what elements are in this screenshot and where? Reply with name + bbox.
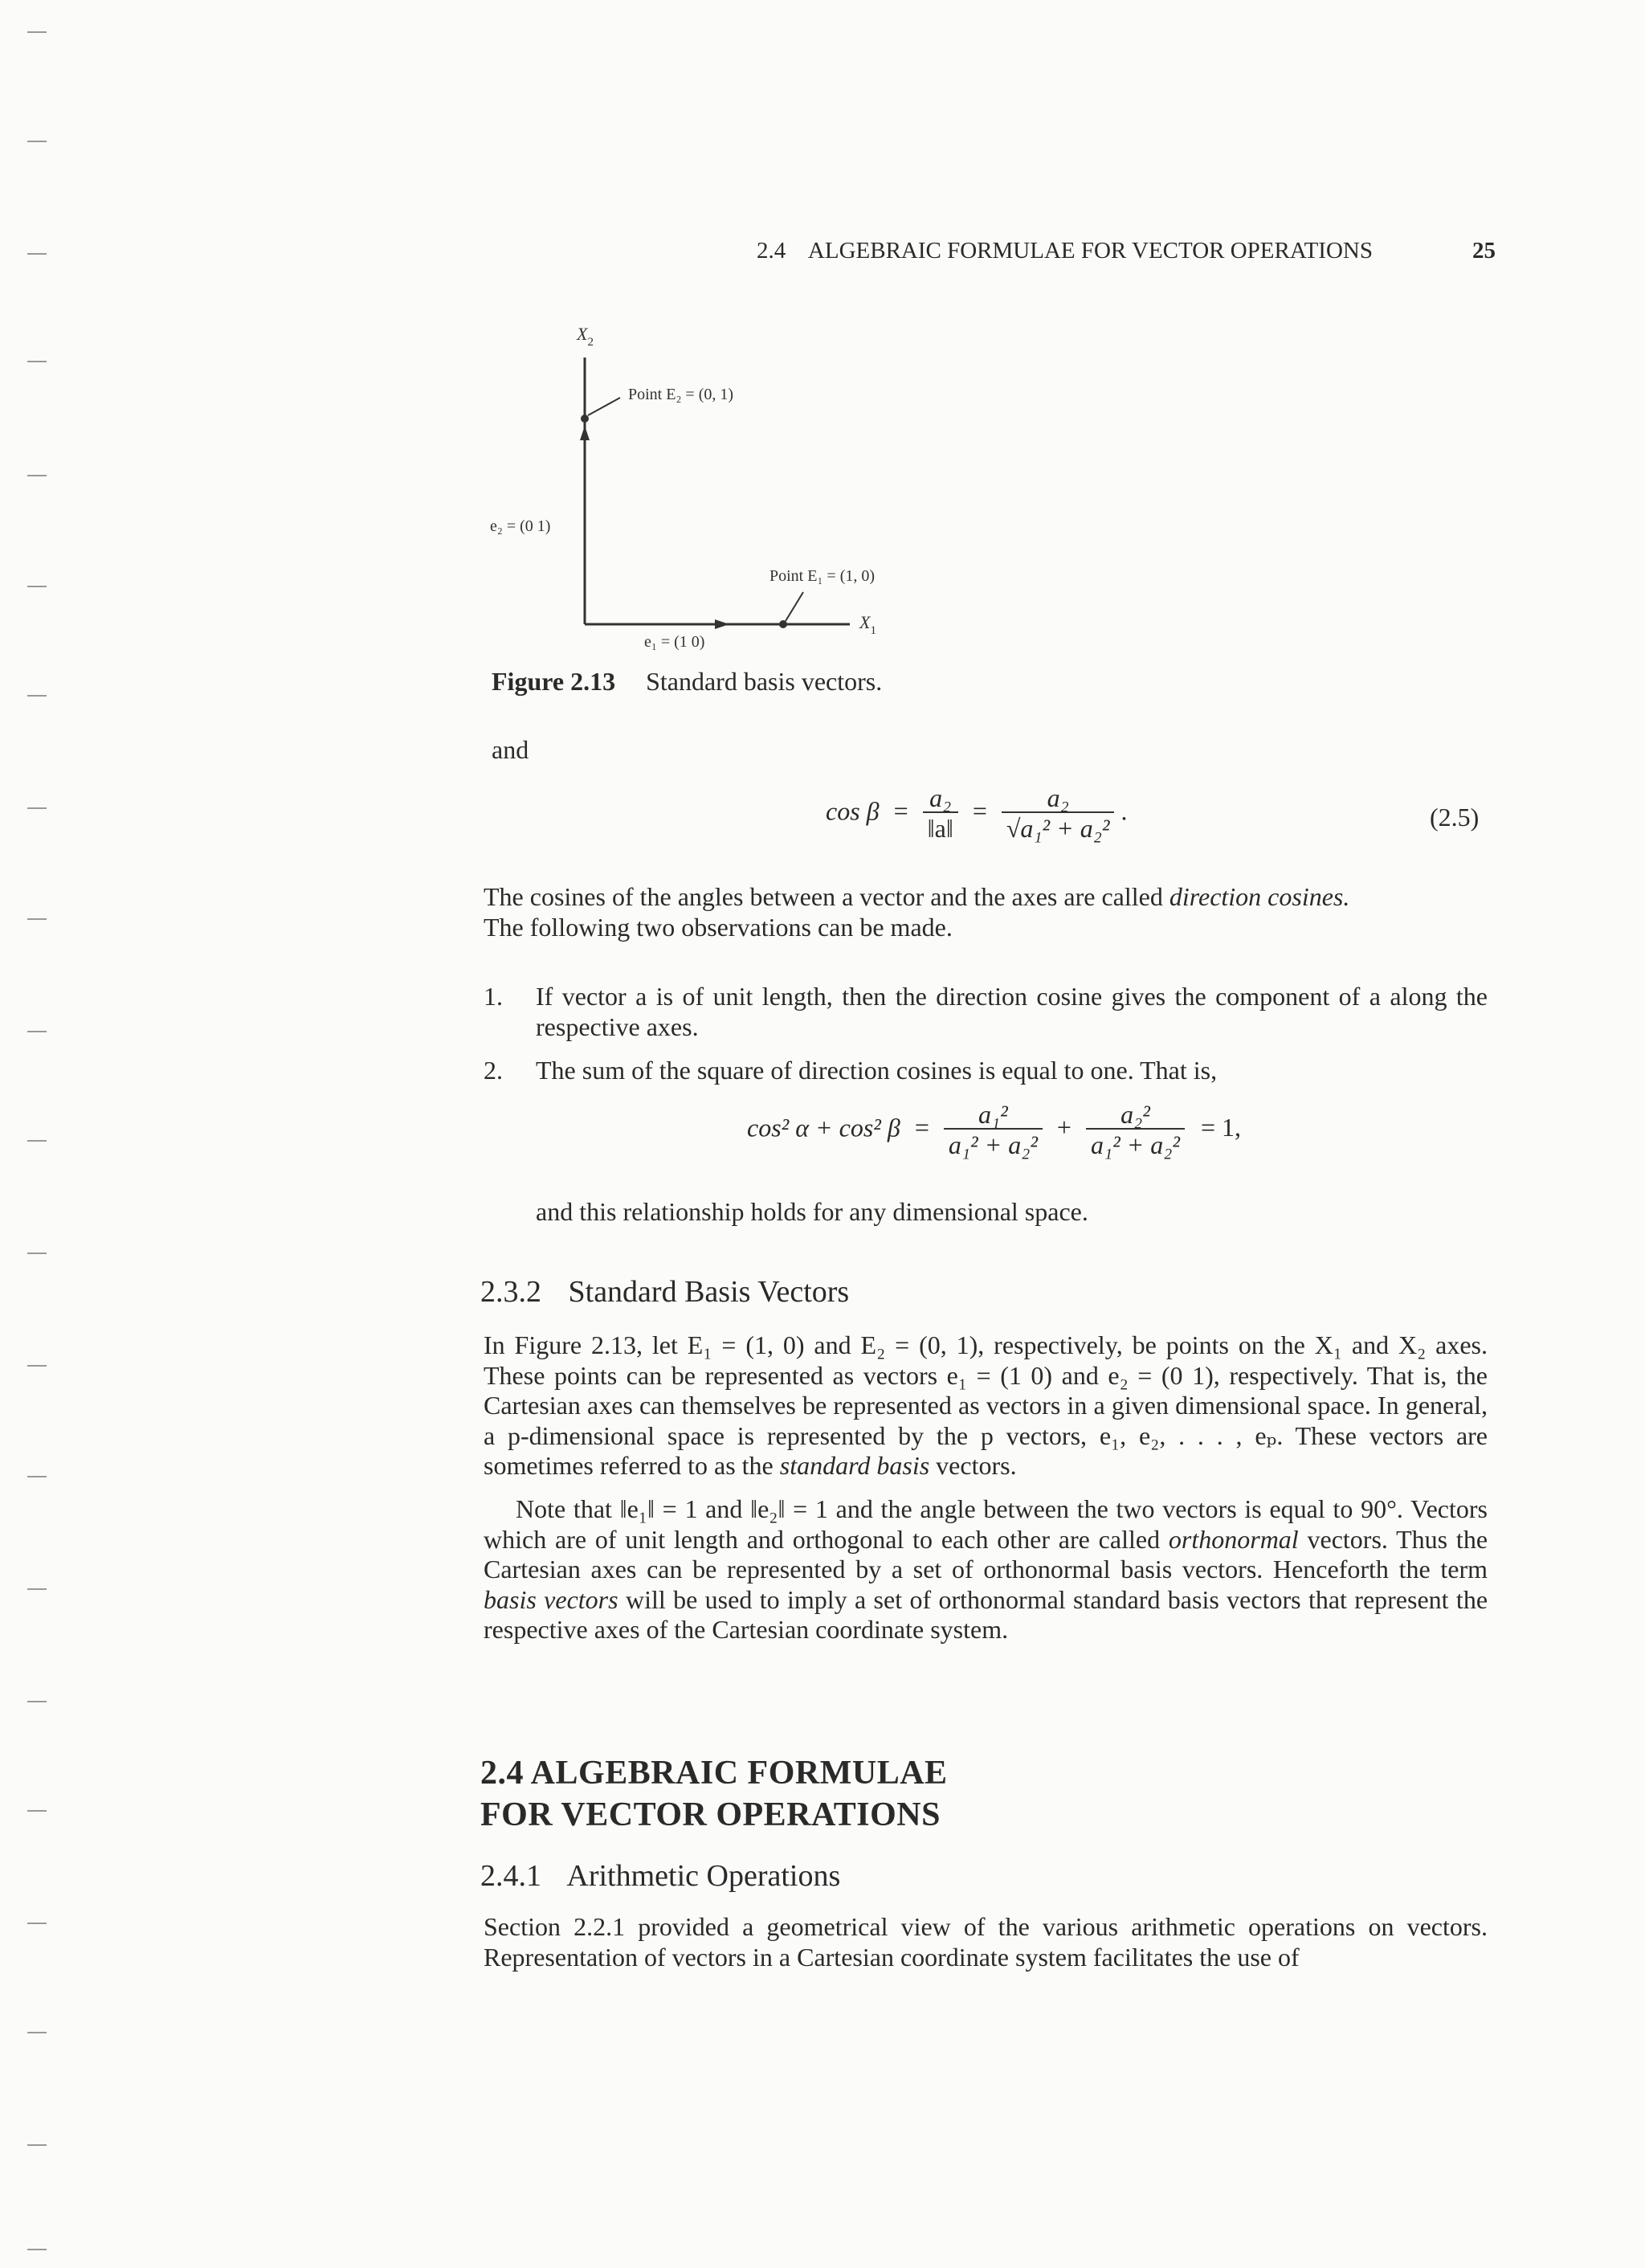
section-2-3-2-paragraph-2	[484, 1494, 1488, 1645]
list-item-2-text: The sum of the square of direction cosines is equal to one. That is,	[536, 1056, 1218, 1085]
section-2-4-heading-line-1: 2.4 ALGEBRAIC FORMULAE	[480, 1755, 948, 1792]
eq25-frac1-denominator: ‖a‖	[923, 811, 958, 844]
section-2-4-heading	[480, 1752, 948, 1836]
sec232-p2-term-basis-vectors: basis vectors	[484, 1584, 618, 1614]
page-number: 25	[1472, 238, 1496, 264]
section-2-4-1-number: 2.4.1	[480, 1859, 541, 1893]
eq25-period: .	[1120, 796, 1128, 826]
section-2-4-1-title: Arithmetic Operations	[566, 1859, 841, 1893]
point-e1-label: Point E₁ = (1, 0)	[769, 567, 876, 585]
eq25-frac2-denominator: √a₁² + a₂²	[1002, 811, 1115, 844]
eq25-frac2-numerator: a₂	[1047, 783, 1069, 812]
list-item-2	[484, 1056, 1488, 1086]
point-e2-marker	[581, 415, 589, 423]
sec232-p2-a: Note that ‖e₁‖ = 1 and ‖e₂‖ = 1 and the angle between the two vectors is equal to 90°. Vectors which are of unit length and orthogonal to each other are called	[484, 1494, 1488, 1554]
leader-e2	[588, 398, 620, 415]
eq25-fraction-2	[1002, 784, 1115, 844]
sec232-p1-text: In Figure 2.13, let E₁ = (1, 0) and E₂ = (0, 1), respectively, be points on the X₁ and X₂ axes. These points can be represented as vectors e₁ = (1 0) and e₂ = (0 1), respectively. That is, the Cartesian axes can themselves be represented as vectors in a given dimensional space. In general, a p-dimensional space is represented by the p vectors, e₁, e₂, . . . , eₚ. These vectors are sometimes referred to as the	[484, 1330, 1488, 1480]
figure-caption	[492, 667, 882, 697]
sec232-p2-b: vectors. Thus the Cartesian axes can be represented by a set of orthonormal basis vectors. Henceforth the term	[484, 1524, 1488, 1584]
sec232-p2-c: will be used to imply a set of orthonormal standard basis vectors that represent the respective axes of the Cartesian coordinate system.	[484, 1584, 1488, 1644]
section-2-4-1-heading	[480, 1858, 840, 1894]
eq25-equals: =	[893, 796, 908, 826]
eqsum-fraction-1	[944, 1101, 1043, 1160]
equation-sum-of-squares	[747, 1101, 1241, 1160]
figure-standard-basis-diagram	[474, 309, 924, 655]
e1-vector-label: e₁ = (1 0)	[644, 633, 705, 651]
equation-number-2-5: (2.5)	[1430, 803, 1480, 832]
eqsum-f2-numerator: a₂²	[1120, 1100, 1150, 1129]
x1-axis-label: $X_1$	[859, 612, 876, 637]
para1-term-direction-cosines: direction cosines.	[1169, 882, 1350, 911]
and-text: and	[492, 735, 529, 764]
equation-2-5	[826, 784, 1127, 844]
paragraph-direction-cosines	[484, 882, 1488, 942]
eqsum-equals: =	[914, 1113, 929, 1142]
eqsum-fraction-2	[1086, 1101, 1185, 1160]
eq25-frac1-numerator: a₂	[929, 783, 952, 812]
point-e1-marker	[779, 620, 787, 628]
eqsum-lhs: cos² α + cos² β	[747, 1113, 900, 1142]
list-item-1-text: If vector a is of unit length, then the direction cosine gives the component of a along the respective axes.	[536, 982, 1488, 1041]
section-2-3-2-number: 2.3.2	[480, 1275, 541, 1309]
eqsum-rhs: = 1,	[1200, 1113, 1242, 1142]
eqsum-f2-denominator: a₁² + a₂²	[1086, 1128, 1185, 1160]
x2-axis-label: $X_2$	[577, 324, 594, 349]
eqsum-plus: +	[1056, 1113, 1071, 1142]
header-section-number: 2.4	[757, 238, 786, 264]
leader-e1	[786, 592, 803, 621]
section-2-3-2-heading	[480, 1274, 849, 1310]
point-e2-label: Point E₂ = (0, 1)	[628, 386, 734, 403]
e2-vector-label: e₂ = (0 1)	[490, 517, 551, 535]
para1-text: The cosines of the angles between a vector and the axes are called	[484, 882, 1163, 911]
list-item-2-number: 2.	[484, 1056, 503, 1085]
section-2-3-2-paragraph-1	[484, 1330, 1488, 1481]
section-2-4-1-paragraph: Section 2.2.1 provided a geometrical view of the various arithmetic operations on vectors. Representation of vectors in a Cartesian coordinate system facilitates the use of	[484, 1912, 1488, 1972]
list-item-1	[484, 982, 1488, 1042]
sec232-p1-end: vectors.	[936, 1451, 1017, 1480]
eq25-equals-2: =	[972, 796, 987, 826]
sec232-p1-term: standard basis	[779, 1451, 930, 1480]
section-2-4-heading-line-2: FOR VECTOR OPERATIONS	[480, 1796, 941, 1833]
after-equation-text: and this relationship holds for any dimensional space.	[536, 1197, 1088, 1226]
eqsum-f1-denominator: a₁² + a₂²	[944, 1128, 1043, 1160]
list-item-1-number: 1.	[484, 982, 503, 1011]
header-title: ALGEBRAIC FORMULAE FOR VECTOR OPERATIONS	[807, 238, 1373, 264]
sec232-p2-term-orthonormal: orthonormal	[1168, 1524, 1299, 1554]
section-2-3-2-title: Standard Basis Vectors	[568, 1275, 850, 1309]
running-header	[757, 238, 1496, 264]
figure-caption-text: Standard basis vectors.	[646, 667, 883, 696]
eq25-lhs: cos β	[826, 796, 880, 826]
eq25-fraction-1	[923, 784, 958, 844]
eqsum-f1-numerator: a₁²	[978, 1100, 1008, 1129]
e1-arrowhead	[715, 619, 729, 629]
para1-line2: The following two observations can be made.	[484, 912, 953, 942]
figure-caption-label: Figure 2.13	[492, 667, 616, 696]
scan-margin-ticks	[0, 0, 56, 2268]
e2-arrowhead	[580, 426, 590, 440]
